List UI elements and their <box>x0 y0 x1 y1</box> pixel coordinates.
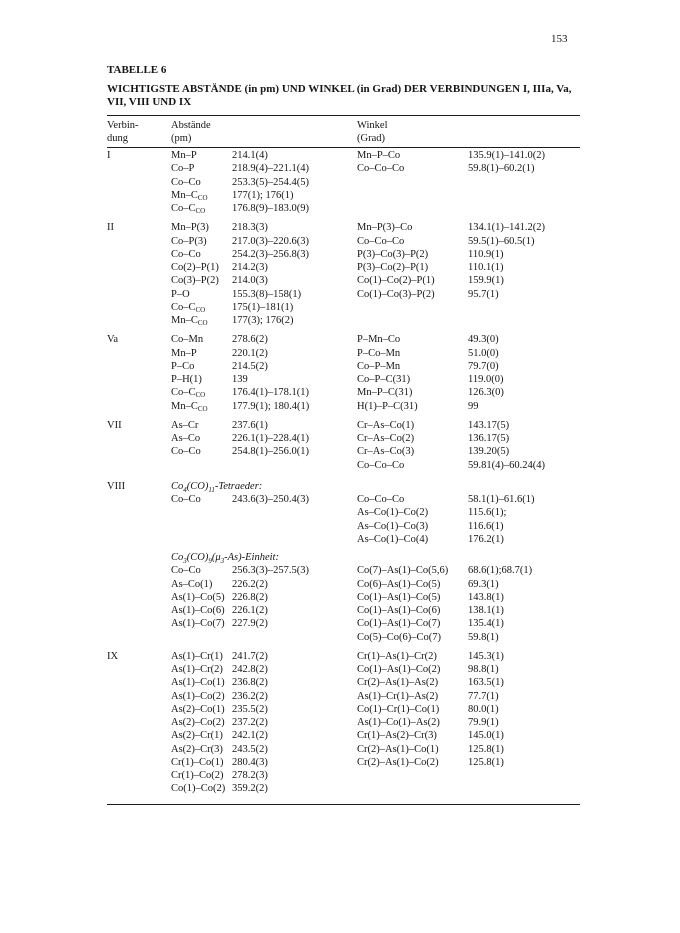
header-distances-2: (pm) <box>171 133 192 144</box>
distance-value: 217.0(3)–220.6(3) <box>232 235 309 247</box>
distance-value: 214.1(4) <box>232 150 268 161</box>
angle-value: 79.9(1) <box>468 717 499 728</box>
header-compound-1: Verbin- <box>107 120 139 131</box>
distance-value: 175(1)–181(1) <box>232 301 294 313</box>
angle-label: Co(7)–As(1)–Co(5,6) <box>357 565 449 577</box>
distance-label: Cr(1)–Co(1) <box>171 756 224 768</box>
distance-value: 237.6(1) <box>232 419 268 431</box>
angle-label: Co(6)–As(1)–Co(5) <box>357 578 441 590</box>
angle-value: 136.17(5) <box>468 433 510 444</box>
table-label: TABELLE 6 <box>107 64 167 76</box>
distance-label: As(2)–Co(2) <box>171 717 225 728</box>
angle-label: P(3)–Co(3)–P(2) <box>357 248 429 260</box>
angle-label: As(1)–Co(1)–As(2) <box>357 717 440 728</box>
group-subheading: $Co_4(CO)_{11}$-Tetraeder: <box>171 480 263 494</box>
angle-value: 125.8(1) <box>468 756 504 768</box>
distance-value: 176.4(1)–178.1(1) <box>232 387 309 399</box>
distance-label: Mn–P(3) <box>171 222 209 234</box>
distance-label: Cr(1)–Co(2) <box>171 770 224 781</box>
distance-label: As(2)–Co(1) <box>171 703 225 715</box>
distance-label: As(1)–Co(1) <box>171 677 225 689</box>
distance-value: 359.2(2) <box>232 783 268 795</box>
angle-label: Cr(1)–As(2)–Cr(3) <box>357 730 437 742</box>
distance-value: 177(3); 176(2) <box>232 315 294 326</box>
distance-label: As(2)–Cr(1) <box>171 730 223 742</box>
angle-value: 51.0(0) <box>468 347 499 359</box>
compound-label: VIII <box>107 480 126 492</box>
angle-value: 58.1(1)–61.6(1) <box>468 494 535 505</box>
distance-value: 241.7(2) <box>232 650 268 662</box>
angle-label: Co–Co–Co <box>357 235 405 247</box>
angle-label: Cr(1)–As(1)–Cr(2) <box>357 650 437 662</box>
compound-label: VII <box>107 419 122 431</box>
distance-value: 218.9(4)–221.1(4) <box>232 163 309 175</box>
distance-value: 139 <box>232 374 248 385</box>
angle-label: Co–Co–Co <box>357 163 405 175</box>
angle-value: 98.8(1) <box>468 664 499 675</box>
distance-value: 214.0(3) <box>232 275 268 287</box>
distance-label: As(1)–Co(7) <box>171 618 225 630</box>
distance-value: 155.3(8)–158(1) <box>232 288 302 300</box>
distance-value: 218.3(3) <box>232 222 268 234</box>
group-subheading: $Co_3(CO)_9(\mu_3-As)$-Einheit: <box>171 552 279 566</box>
distance-value: 243.5(2) <box>232 743 268 755</box>
angle-value: 143.8(1) <box>468 591 504 603</box>
angle-value: 116.6(1) <box>468 520 504 532</box>
distance-label: $Mn-C_{CO}$ <box>171 189 208 202</box>
angle-label: Co–P–Mn <box>357 360 401 372</box>
angle-label: As(1)–Cr(1)–As(2) <box>357 690 439 702</box>
angle-label: As–Co(1)–Co(2) <box>357 507 429 519</box>
page-number: 153 <box>551 33 568 45</box>
angle-value: 59.5(1)–60.5(1) <box>468 235 535 247</box>
angle-label: Co(1)–As(1)–Co(6) <box>357 605 441 616</box>
angle-label: Cr–As–Co(1) <box>357 419 415 431</box>
distance-value: 256.3(3)–257.5(3) <box>232 565 309 577</box>
angle-label: Co(1)–Co(2)–P(1) <box>357 275 435 287</box>
angle-label: Co–Co–Co <box>357 459 405 471</box>
distance-value: 236.2(2) <box>232 690 268 702</box>
distance-label: Mn–P <box>171 347 197 359</box>
header-distances-1: Abstände <box>171 120 211 131</box>
angle-value: 80.0(1) <box>468 703 499 715</box>
header-angles-2: (Grad) <box>357 133 385 144</box>
angle-value: 68.6(1);68.7(1) <box>468 565 533 577</box>
angle-label: H(1)–P–C(31) <box>357 400 418 412</box>
angle-value: 110.1(1) <box>468 262 504 273</box>
angle-value: 95.7(1) <box>468 288 499 300</box>
distance-label: Co–P(3) <box>171 235 207 247</box>
angle-label: P–Co–Mn <box>357 347 401 359</box>
distance-value: 226.2(2) <box>232 578 268 590</box>
angle-label: Mn–P–Co <box>357 150 401 161</box>
angle-value: 159.9(1) <box>468 275 504 287</box>
angle-value: 135.9(1)–141.0(2) <box>468 150 545 161</box>
distance-value: 226.1(1)–228.4(1) <box>232 433 309 444</box>
distance-label: As(2)–Cr(3) <box>171 743 223 755</box>
angle-value: 110.9(1) <box>468 248 504 260</box>
distance-label: As(1)–Co(5) <box>171 591 225 603</box>
angle-value: 125.8(1) <box>468 743 504 755</box>
distance-value: 214.5(2) <box>232 360 268 372</box>
distance-value: 237.2(2) <box>232 717 268 728</box>
angle-value: 99 <box>468 400 479 412</box>
angle-label: Co(1)–Cr(1)–Co(1) <box>357 703 440 715</box>
angle-value: 145.0(1) <box>468 730 504 742</box>
compound-label: Va <box>107 334 119 346</box>
angle-label: Co(1)–As(1)–Co(5) <box>357 591 441 603</box>
distance-label: Mn–P <box>171 150 197 161</box>
distance-label: $Mn-C_{CO}$ <box>171 315 208 327</box>
angle-label: Cr(2)–As(1)–As(2) <box>357 677 439 689</box>
distance-value: 227.9(2) <box>232 618 268 630</box>
distance-value: 220.1(2) <box>232 347 268 359</box>
bottom-rule <box>107 804 580 805</box>
angle-value: 119.0(0) <box>468 374 504 385</box>
angle-value: 145.3(1) <box>468 650 504 662</box>
angle-value: 138.1(1) <box>468 605 504 616</box>
angle-label: Mn–P–C(31) <box>357 387 413 399</box>
distance-value: 235.5(2) <box>232 703 268 715</box>
angle-value: 163.5(1) <box>468 677 504 689</box>
table-caption: WICHTIGSTE ABSTÄNDE (in pm) UND WINKEL (in Grad) DER VERBINDUNGEN I, IIIa, Va, VII, VIII UND IX <box>107 83 572 108</box>
angle-value: 126.3(0) <box>468 387 504 399</box>
distance-value: 254.2(3)–256.8(3) <box>232 248 309 260</box>
distance-label: As–Co <box>171 433 201 444</box>
distance-label: P–Co <box>171 360 195 372</box>
distance-value: 226.8(2) <box>232 591 268 603</box>
distance-value: 278.2(3) <box>232 770 268 781</box>
compound-label: IX <box>107 650 119 662</box>
angle-value: 77.7(1) <box>468 690 499 702</box>
distance-label: Co–Co <box>171 565 201 577</box>
angle-value: 134.1(1)–141.2(2) <box>468 222 545 234</box>
distance-value: 243.6(3)–250.4(3) <box>232 494 309 505</box>
angle-label: Cr(2)–As(1)–Co(2) <box>357 756 439 768</box>
distance-label: As–Cr <box>171 419 199 431</box>
distance-value: 176.8(9)–183.0(9) <box>232 203 309 214</box>
angle-value: 49.3(0) <box>468 334 499 346</box>
angle-value: 143.17(5) <box>468 419 510 431</box>
angle-value: 135.4(1) <box>468 618 504 630</box>
angle-value: 79.7(0) <box>468 360 499 372</box>
distance-label: Co–Mn <box>171 334 204 346</box>
distance-label: As–Co(1) <box>171 578 213 590</box>
distance-value: 278.6(2) <box>232 334 268 346</box>
distance-label: Co–P <box>171 163 195 175</box>
angle-label: Co–P–C(31) <box>357 374 411 385</box>
header-compound-2: dung <box>107 133 128 144</box>
distance-value: 236.8(2) <box>232 677 268 689</box>
angle-value: 59.8(1) <box>468 631 499 643</box>
distance-label: As(1)–Cr(2) <box>171 664 223 675</box>
distance-value: 214.2(3) <box>232 262 268 273</box>
angle-label: Mn–P(3)–Co <box>357 222 413 234</box>
compound-label: II <box>107 222 114 234</box>
distance-value: 177.9(1); 180.4(1) <box>232 400 310 412</box>
distance-value: 226.1(2) <box>232 605 268 616</box>
angle-value: 59.81(4)–60.24(4) <box>468 459 545 471</box>
angle-value: 176.2(1) <box>468 533 504 545</box>
angle-label: As–Co(1)–Co(3) <box>357 520 429 532</box>
angle-label: Cr–As–Co(2) <box>357 433 415 444</box>
distance-label: $Co-C_{CO}$ <box>171 301 206 314</box>
distance-label: Co(2)–P(1) <box>171 262 219 273</box>
distance-label: $Mn-C_{CO}$ <box>171 400 208 413</box>
angle-value: 59.8(1)–60.2(1) <box>468 163 535 175</box>
distance-value: 242.8(2) <box>232 664 268 675</box>
angle-label: Cr–As–Co(3) <box>357 446 415 458</box>
angle-label: Co(1)–As(1)–Co(7) <box>357 618 441 630</box>
angle-label: Co–Co–Co <box>357 494 405 505</box>
distance-label: $Co-C_{CO}$ <box>171 203 206 215</box>
angle-label: P(3)–Co(2)–P(1) <box>357 262 429 273</box>
distance-label: Co–Co <box>171 248 201 260</box>
angle-label: P–Mn–Co <box>357 334 401 346</box>
compound-label: I <box>107 150 111 161</box>
angle-value: 69.3(1) <box>468 578 499 590</box>
distance-label: Co–Co <box>171 446 201 458</box>
distance-label: P–H(1) <box>171 374 202 385</box>
distance-label: Co(3)–P(2) <box>171 275 219 287</box>
distance-label: Co(1)–Co(2) <box>171 783 226 795</box>
angle-value: 115.6(1); <box>468 507 507 519</box>
angle-label: Co(1)–As(1)–Co(2) <box>357 664 441 675</box>
distance-label: As(1)–Cr(1) <box>171 650 223 662</box>
distance-label: Co–Co <box>171 494 201 505</box>
distance-value: 254.8(1)–256.0(1) <box>232 446 309 458</box>
distance-value: 280.4(3) <box>232 756 268 768</box>
distance-value: 177(1); 176(1) <box>232 189 294 201</box>
angle-label: Co(1)–Co(3)–P(2) <box>357 288 435 300</box>
angle-label: Co(5)–Co(6)–Co(7) <box>357 631 441 643</box>
angle-label: As–Co(1)–Co(4) <box>357 533 429 545</box>
distance-value: 242.1(2) <box>232 730 268 742</box>
distance-value: 253.3(5)–254.4(5) <box>232 176 309 188</box>
angle-value: 139.20(5) <box>468 446 510 458</box>
distance-label: Co–Co <box>171 176 201 188</box>
distance-label: As(1)–Co(2) <box>171 690 225 702</box>
distance-label: As(1)–Co(6) <box>171 605 225 616</box>
angle-label: Cr(2)–As(1)–Co(1) <box>357 743 439 755</box>
distance-label: $Co-C_{CO}$ <box>171 387 206 400</box>
header-angles-1: Winkel <box>357 120 388 131</box>
distance-label: P–O <box>171 288 190 300</box>
